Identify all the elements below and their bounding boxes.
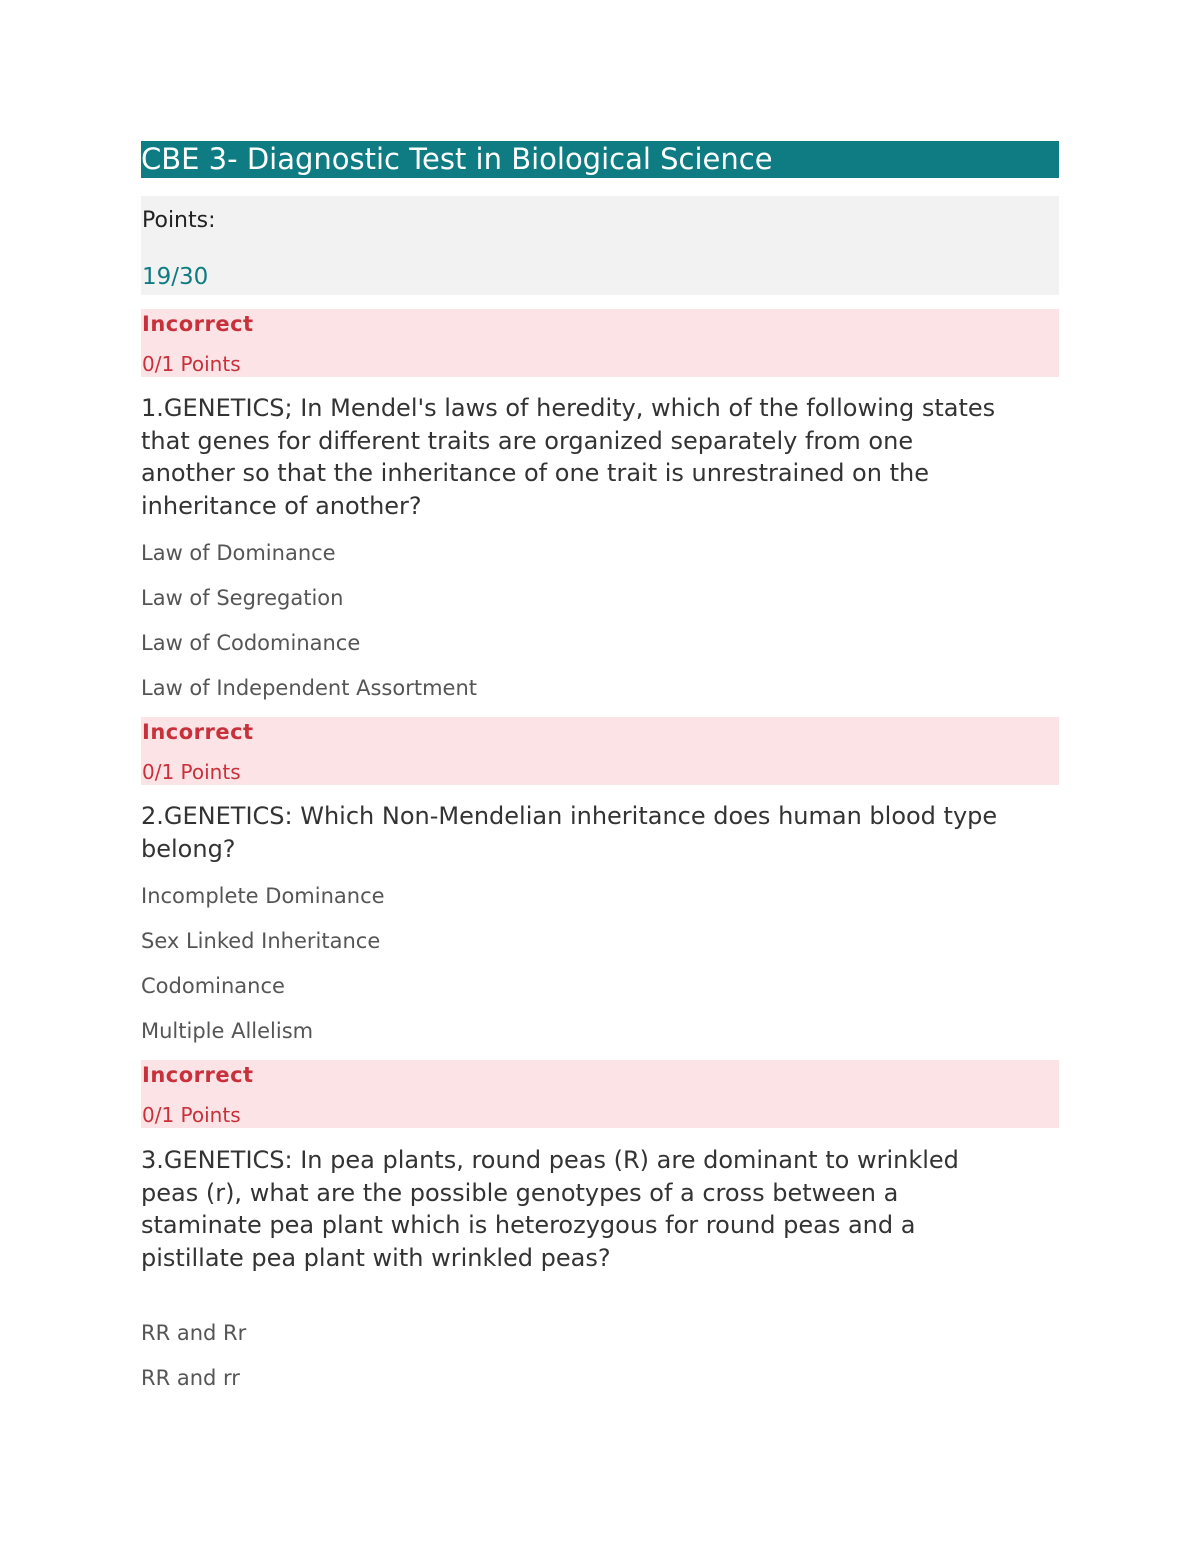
answer-option[interactable]: RR and Rr (141, 1321, 247, 1345)
score-label: Points: (142, 208, 216, 233)
score-panel (141, 196, 1059, 295)
page-title: CBE 3- Diagnostic Test in Biological Science (141, 141, 1059, 178)
answer-option[interactable]: Law of Segregation (141, 586, 344, 610)
question-status-banner (141, 717, 1059, 785)
question-line: belong? (141, 834, 236, 863)
status-points: 0/1 Points (142, 352, 241, 376)
question-line: staminate pea plant which is heterozygous for round peas and a (141, 1211, 916, 1239)
status-label: Incorrect (142, 720, 254, 744)
question-text (141, 800, 1059, 865)
question-line: peas (r), what are the possible genotypes of a cross between a (141, 1178, 899, 1207)
question-status-banner (141, 309, 1059, 377)
answer-option[interactable]: Law of Codominance (141, 631, 361, 655)
answer-option[interactable]: Codominance (141, 974, 285, 998)
answer-option[interactable]: Multiple Allelism (141, 1019, 314, 1043)
answer-option[interactable]: Incomplete Dominance (141, 884, 385, 908)
answer-option[interactable]: Sex Linked Inheritance (141, 929, 381, 953)
question-line: another so that the inheritance of one trait is unrestrained on the (141, 459, 929, 487)
question-line: pistillate pea plant with wrinkled peas? (141, 1243, 611, 1272)
question-text (141, 392, 1059, 522)
question-line: 2.GENETICS: Which Non-Mendelian inheritance does human blood type (141, 802, 998, 830)
answer-option[interactable]: RR and rr (141, 1366, 240, 1390)
score-value: 19/30 (142, 264, 209, 290)
question-line: 1.GENETICS; In Mendel's laws of heredity, which of the following states (141, 394, 996, 422)
question-line: 3.GENETICS: In pea plants, round peas (R) are dominant to wrinkled (141, 1146, 959, 1174)
question-text (141, 1144, 1059, 1274)
answer-options (141, 874, 1059, 1054)
question-line: that genes for different traits are organized separately from one (141, 426, 914, 455)
question-line: inheritance of another? (141, 491, 422, 520)
question-status-banner (141, 1060, 1059, 1128)
status-label: Incorrect (142, 312, 254, 336)
answer-option[interactable]: Law of Dominance (141, 541, 336, 565)
status-points: 0/1 Points (142, 760, 241, 784)
answer-options (141, 1311, 1059, 1401)
status-label: Incorrect (142, 1063, 254, 1087)
answer-options (141, 531, 1059, 711)
answer-option[interactable]: Law of Independent Assortment (141, 676, 477, 700)
status-points: 0/1 Points (142, 1103, 241, 1127)
